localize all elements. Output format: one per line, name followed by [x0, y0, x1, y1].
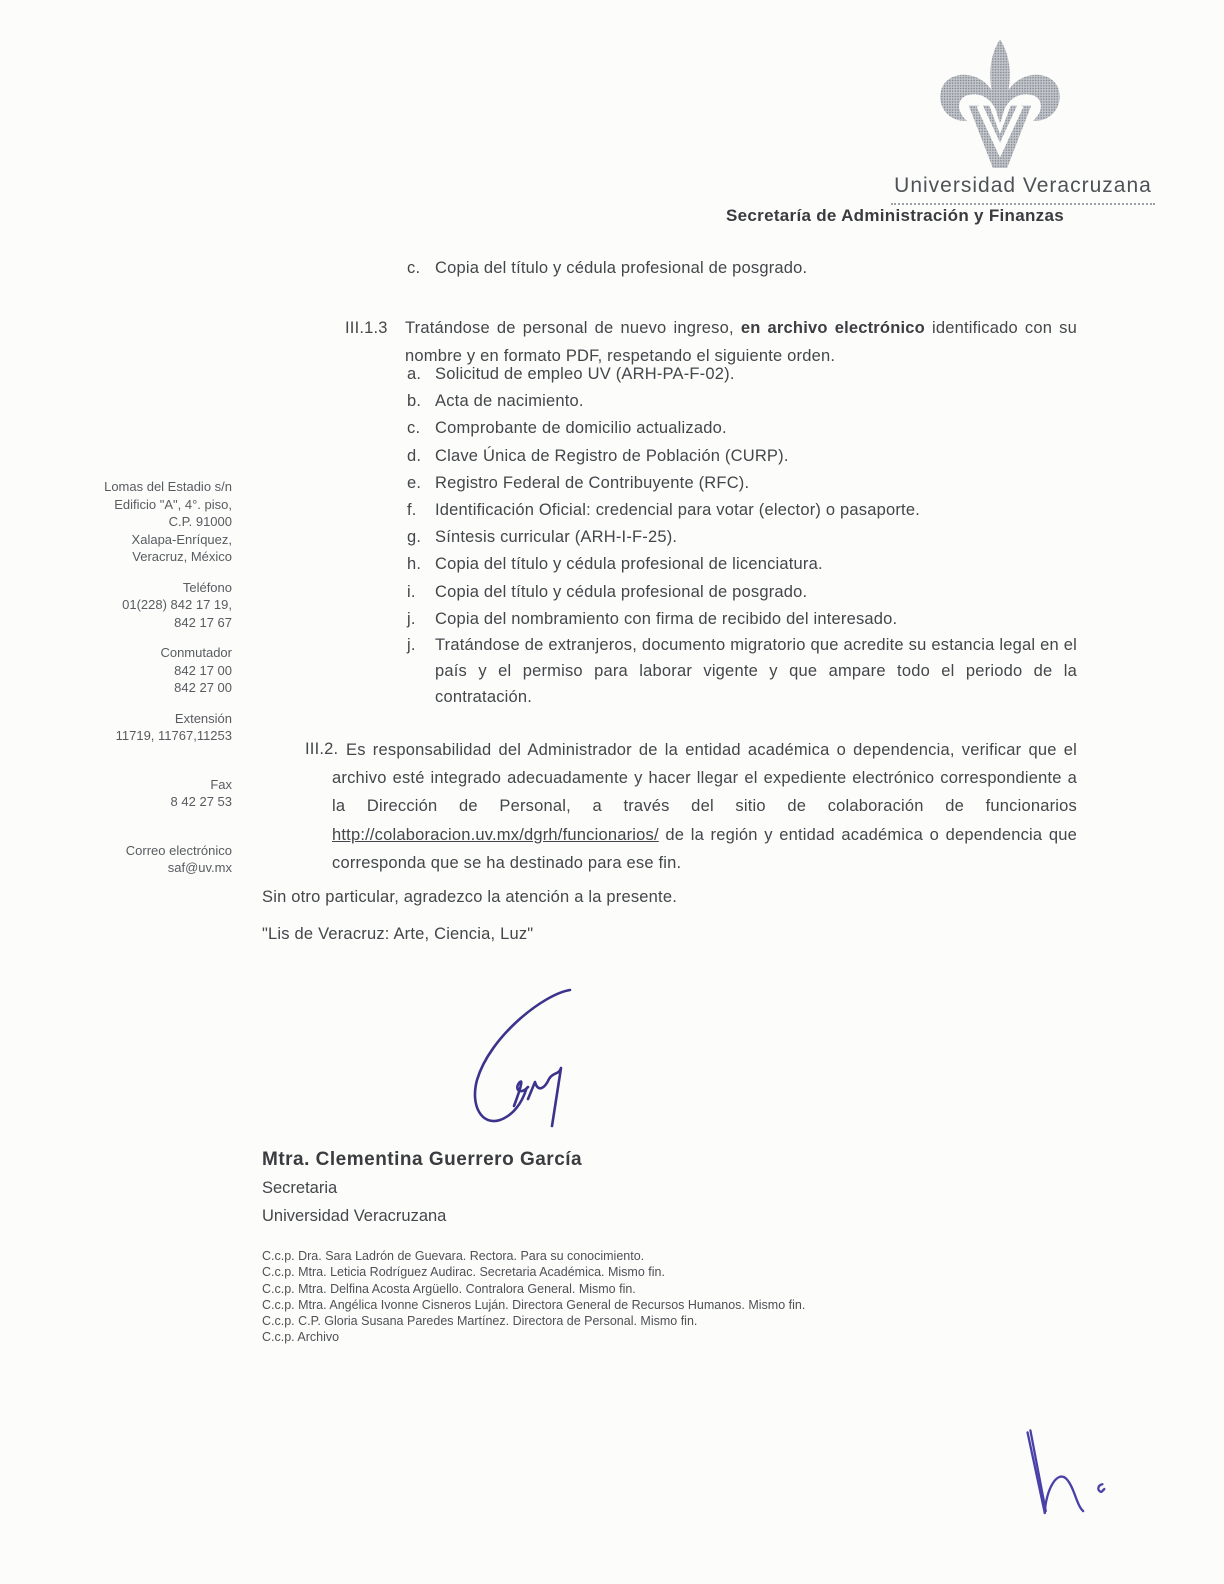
list-item	[407, 415, 1079, 442]
list-item-letter: c.	[407, 259, 421, 277]
list-item-letter: f.	[407, 501, 417, 520]
paragraph-text: Es responsabilidad del Administrador de la entidad académica o dependencia, verificar que el archivo esté integrado adecuadamente y hacer llegar el expediente electrónico correspondiente a la Dirección de Personal, a través del sitio de colaboración de funcionarios	[332, 741, 1077, 816]
email-address: saf@uv.mx	[167, 860, 232, 875]
document-requirements-list	[407, 361, 1079, 633]
signer-institution: Universidad Veracruzana	[262, 1207, 447, 1225]
fax-block	[78, 776, 232, 811]
cc-line: C.c.p. Archivo	[262, 1330, 340, 1345]
collaboration-site-url: http://colaboracion.uv.mx/dgrh/funcionarios/	[332, 825, 659, 844]
list-item-text: Síntesis curricular (ARH-I-F-25).	[435, 528, 678, 547]
email-label: Correo electrónico	[125, 842, 232, 858]
list-item-text: Tratándose de extranjeros, documento migratorio que acredite su estancia legal en el país y el permiso para laborar vigente y que ampare todo el periodo de la contratación.	[435, 636, 1077, 706]
extension-label: Extensión	[174, 710, 232, 726]
address-line: C.P. 91000	[168, 514, 232, 529]
cc-distribution-list	[262, 1248, 805, 1346]
letterhead-contact-sidebar	[78, 478, 232, 890]
fax-number: 8 42 27 53	[170, 794, 232, 809]
cc-line: C.c.p. Mtra. Delfina Acosta Argüello. Contralora General. Mismo fin.	[262, 1281, 636, 1296]
cc-line: C.c.p. Dra. Sara Ladrón de Guevara. Rectora. Para su conocimiento.	[262, 1249, 645, 1263]
list-item-letter: b.	[407, 392, 422, 411]
list-item-letter: a.	[407, 365, 422, 383]
list-item-text: Acta de nacimiento.	[435, 392, 584, 411]
cc-line: C.c.p. Mtra. Angélica Ivonne Cisneros Luján. Directora General de Recursos Humanos. Mismo fin.	[262, 1297, 806, 1312]
section-paragraph	[332, 736, 1077, 877]
section-III-2	[305, 736, 1077, 877]
address-block	[78, 478, 232, 566]
extension-numbers: 11719, 11767,11253	[115, 728, 232, 743]
list-item	[407, 579, 1079, 606]
department-name: Secretaría de Administración y Finanzas	[726, 206, 1064, 225]
list-item-letter: j.	[407, 636, 416, 654]
list-item-text: Copia del título y cédula profesional de posgrado.	[435, 259, 808, 277]
list-item-letter: h.	[407, 555, 422, 574]
list-item-text: Comprobante de domicilio actualizado.	[435, 419, 727, 438]
list-item	[407, 470, 1079, 497]
paragraph-bold-text: en archivo electrónico	[740, 319, 925, 337]
switchboard-number: 842 27 00	[174, 680, 232, 695]
address-line: Xalapa-Enríquez,	[131, 531, 232, 547]
list-item	[407, 388, 1079, 415]
list-item	[407, 606, 1079, 633]
signer-name: Mtra. Clementina Guerrero García	[262, 1149, 583, 1170]
list-item	[407, 443, 1079, 470]
list-item-c-posgrado	[407, 255, 807, 282]
list-item-text: Copia del título y cédula profesional de posgrado.	[435, 582, 808, 601]
list-item-text: Identificación Oficial: credencial para votar (elector) o pasaporte.	[435, 501, 921, 520]
phone-number: 842 17 67	[174, 614, 232, 630]
phone-number: 01(228) 842 17 19,	[122, 597, 232, 612]
ink-paraph-mark	[1016, 1426, 1112, 1528]
list-item-j-extranjeros	[407, 632, 1077, 710]
list-item-letter: g.	[407, 528, 422, 547]
extension-block	[78, 710, 232, 745]
address-line: Lomas del Estadio s/n	[104, 479, 232, 494]
university-name: Universidad Veracruzana	[891, 174, 1155, 205]
address-line: Edificio "A", 4°. piso,	[114, 496, 232, 512]
list-item-letter: d.	[407, 446, 422, 465]
institution-motto: "Lis de Veracruz: Arte, Ciencia, Luz"	[262, 925, 534, 943]
email-block	[78, 842, 232, 877]
list-item-letter: c.	[407, 419, 421, 438]
handwritten-signature-ink	[448, 984, 613, 1139]
list-item	[407, 497, 1079, 524]
list-item	[407, 524, 1079, 551]
cc-line: C.c.p. Mtra. Leticia Rodríguez Audirac. Secretaria Académica. Mismo fin.	[262, 1265, 665, 1280]
paragraph-text: de la región y entidad académica o dependencia que corresponda que se ha destinado para ese fin.	[332, 825, 1077, 872]
list-item-letter: j.	[407, 609, 416, 628]
switchboard-label: Conmutador	[160, 645, 232, 660]
list-item-text: Solicitud de empleo UV (ARH-PA-F-02).	[435, 365, 735, 383]
section-number: III.2.	[305, 740, 339, 758]
list-item-text: Clave Única de Registro de Población (CURP).	[435, 446, 789, 465]
switchboard-number: 842 17 00	[174, 662, 232, 678]
list-item	[407, 361, 1079, 388]
fax-label: Fax	[210, 776, 232, 792]
paragraph-text: identificado con su nombre y en formato PDF, respetando el siguiente orden.	[405, 319, 1078, 365]
phone-label: Teléfono	[182, 579, 232, 595]
list-item-letter: i.	[407, 582, 416, 601]
uv-fleur-de-lis-logo	[933, 28, 1067, 174]
list-item	[407, 551, 1079, 578]
cc-line: C.c.p. C.P. Gloria Susana Paredes Martínez. Directora de Personal. Mismo fin.	[262, 1314, 698, 1329]
signer-block	[262, 1146, 582, 1230]
section-number: III.1.3	[345, 319, 388, 337]
paragraph-text: Tratándose de personal de nuevo ingreso,	[405, 319, 741, 337]
list-item-text: Copia del título y cédula profesional de licenciatura.	[435, 555, 823, 574]
signer-title: Secretaria	[262, 1179, 338, 1197]
closing-line: Sin otro particular, agradezco la atención a la presente.	[262, 888, 677, 906]
list-item-text: Copia del nombramiento con firma de recibido del interesado.	[435, 609, 898, 628]
list-item-text: Registro Federal de Contribuyente (RFC).	[435, 473, 750, 492]
address-line: Veracruz, México	[132, 549, 232, 564]
phone-block	[78, 579, 232, 632]
switchboard-block	[78, 644, 232, 697]
list-item-letter: e.	[407, 473, 422, 492]
